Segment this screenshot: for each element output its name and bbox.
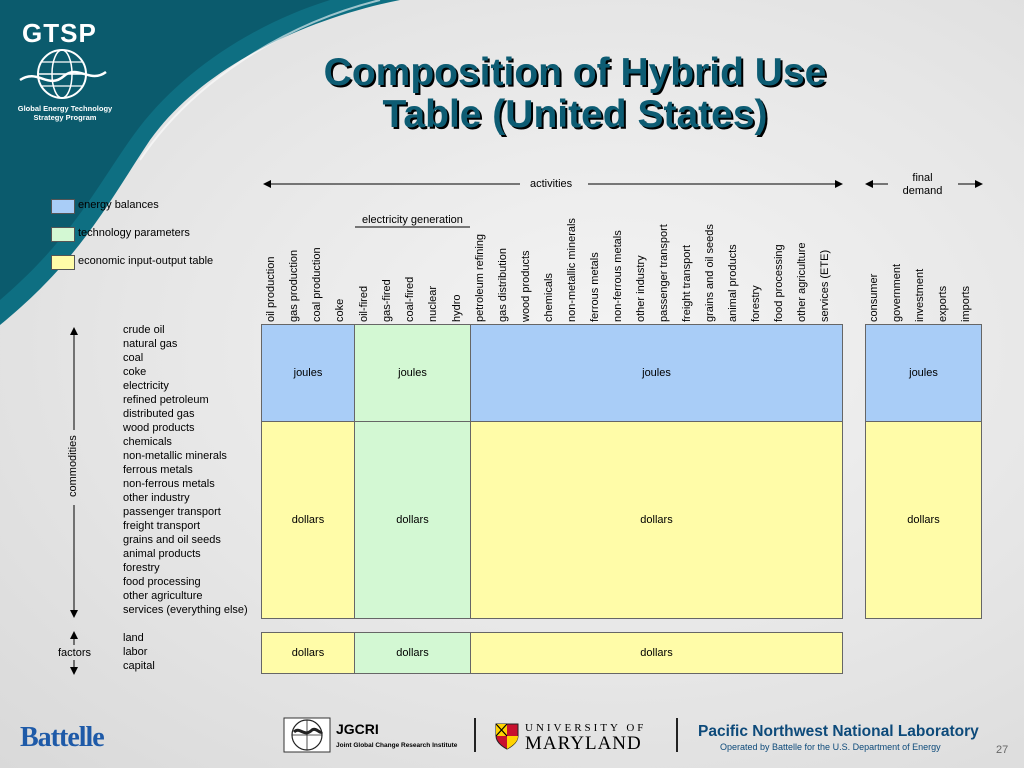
cell-factors-primary	[261, 632, 355, 674]
umd-shield-icon	[494, 722, 520, 750]
row-label-commodity: animal products	[123, 548, 201, 560]
cell-value: dollars	[640, 514, 673, 526]
cell-value: dollars	[907, 514, 940, 526]
row-label-commodity: non-metallic minerals	[123, 450, 227, 462]
commodities-axis-label: commodities	[67, 435, 79, 497]
cell-factors-other-activities	[470, 632, 843, 674]
column-header: passenger transport	[658, 224, 670, 322]
battelle-logo: Battelle	[20, 722, 104, 753]
column-header: petroleum refining	[474, 233, 486, 322]
footer-divider	[676, 718, 678, 752]
row-label-commodity: services (everything else)	[123, 604, 248, 616]
activities-label: activities	[530, 178, 573, 190]
final-demand-label: final demand	[902, 172, 943, 197]
row-label-commodity: electricity	[123, 380, 169, 392]
row-label-commodity: ferrous metals	[123, 464, 193, 476]
pnnl-subtitle: Operated by Battelle for the U.S. Department of Energy	[720, 742, 941, 752]
factors-axis-label: factors	[58, 647, 92, 659]
column-header: ferrous metals	[589, 252, 601, 322]
row-label-commodity: other agriculture	[123, 590, 203, 602]
row-label-commodity: coal	[123, 352, 144, 364]
row-label-commodity: forestry	[123, 562, 160, 574]
row-label-factor: labor	[123, 646, 148, 658]
row-label-commodity: non-ferrous metals	[123, 478, 215, 490]
cell-energy-other-activities	[470, 324, 843, 422]
cell-energy-primary	[261, 324, 355, 422]
column-header: non-metallic minerals	[566, 218, 578, 322]
column-header: hydro	[451, 294, 463, 322]
row-label-commodity: wood products	[123, 422, 195, 434]
column-header: nuclear	[427, 285, 439, 322]
footer-divider	[474, 718, 476, 752]
umd-logo-line1: UNIVERSITY OF	[525, 722, 647, 734]
cell-io-electricity	[354, 421, 471, 619]
pnnl-logo-text: Pacific Northwest National Laboratory	[698, 723, 979, 740]
umd-logo-line2: MARYLAND	[525, 733, 642, 754]
column-header-final-demand: government	[891, 263, 903, 322]
cell-energy-final-demand	[865, 324, 982, 422]
cell-value: joules	[642, 367, 671, 379]
cell-io-primary	[261, 421, 355, 619]
column-header-final-demand: imports	[960, 285, 972, 322]
cell-value: dollars	[396, 514, 429, 526]
row-label-factor: capital	[123, 660, 155, 672]
column-header: other agriculture	[796, 242, 808, 322]
column-header: grains and oil seeds	[704, 224, 716, 322]
row-label-commodity: grains and oil seeds	[123, 534, 221, 546]
row-label-commodity: freight transport	[123, 520, 201, 532]
row-label-commodity: chemicals	[123, 436, 172, 448]
column-header: oil-fired	[358, 285, 370, 322]
cell-factors-electricity	[354, 632, 471, 674]
electricity-generation-label: electricity generation	[362, 214, 463, 226]
gtsp-logo-text: GTSP	[22, 18, 97, 48]
column-header: forestry	[750, 285, 762, 322]
legend-label: technology parameters	[78, 227, 190, 239]
column-header-final-demand: consumer	[868, 273, 880, 322]
cell-io-other-activities	[470, 421, 843, 619]
column-header: animal products	[727, 244, 739, 322]
column-header: oil production	[265, 256, 277, 322]
column-header: other industry	[635, 255, 647, 322]
cell-value: dollars	[291, 647, 325, 659]
cell-value: dollars	[291, 514, 325, 526]
column-header: coal-fired	[404, 276, 416, 322]
column-header: services (ETE)	[819, 249, 831, 322]
row-label-factor: land	[123, 632, 144, 644]
row-label-commodity: passenger transport	[123, 506, 221, 518]
column-header-final-demand: investment	[914, 268, 926, 322]
row-label-commodity: food processing	[123, 576, 201, 588]
cell-value: joules	[909, 367, 938, 379]
row-label-commodity: other industry	[123, 492, 190, 504]
jgcri-globe-icon	[282, 716, 332, 754]
cell-value: dollars	[396, 647, 429, 659]
row-label-commodity: distributed gas	[123, 408, 195, 420]
row-label-commodity: refined petroleum	[123, 394, 209, 406]
cell-value: joules	[398, 367, 427, 379]
slide-title: Composition of Hybrid Use Table (United States)	[323, 51, 827, 136]
cell-value: joules	[293, 367, 323, 379]
cell-io-final-demand	[865, 421, 982, 619]
column-header: gas production	[288, 249, 300, 322]
page-number: 27	[996, 744, 1009, 756]
legend-label: economic input-output table	[78, 255, 214, 267]
column-header: food processing	[773, 244, 785, 322]
column-header: coal production	[311, 247, 323, 322]
column-header: wood products	[520, 250, 532, 322]
jgcri-subtitle: Joint Global Change Research Institute	[336, 742, 458, 749]
cell-value: dollars	[640, 647, 673, 659]
column-header: chemicals	[543, 273, 555, 322]
row-label-commodity: natural gas	[123, 338, 178, 350]
row-label-commodity: coke	[123, 366, 147, 378]
legend-label: energy balances	[78, 199, 159, 211]
column-header: non-ferrous metals	[612, 230, 624, 322]
row-label-commodity: crude oil	[123, 324, 165, 336]
column-header: coke	[334, 298, 346, 322]
column-header: gas-fired	[381, 279, 393, 322]
column-header: gas distribution	[497, 248, 509, 322]
cell-energy-electricity	[354, 324, 471, 422]
gtsp-logo-subtitle: Global Energy Technology Strategy Program	[17, 104, 113, 122]
column-header-final-demand: exports	[937, 285, 949, 322]
jgcri-logo-text: JGCRI	[336, 721, 379, 737]
column-header: freight transport	[681, 244, 693, 322]
